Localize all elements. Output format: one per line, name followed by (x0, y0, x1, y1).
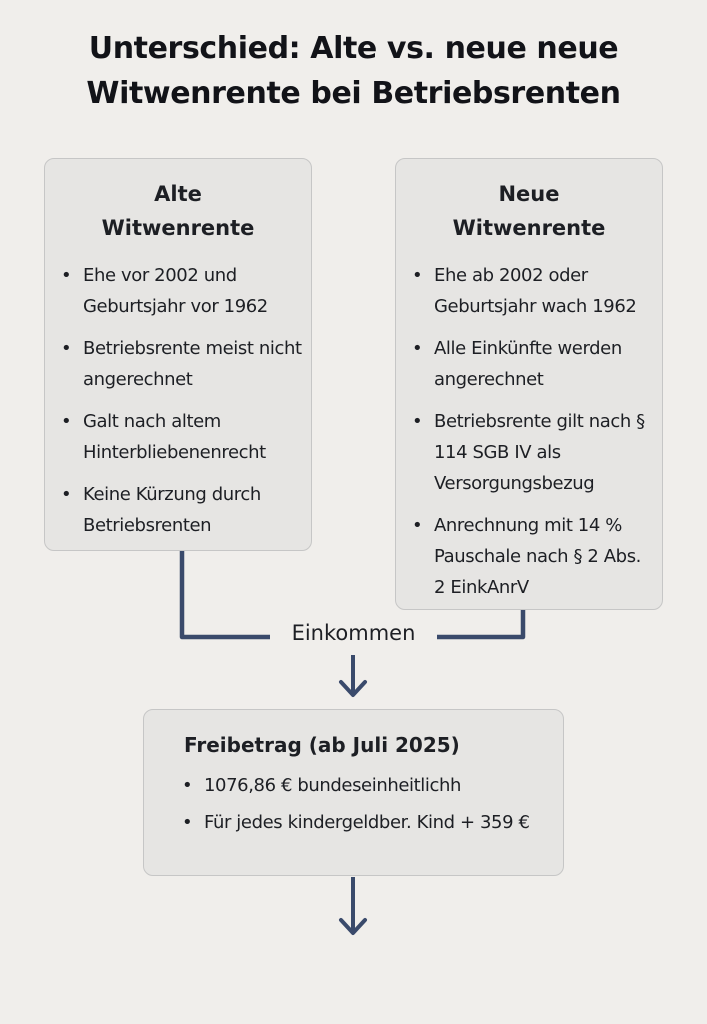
box-title-line: Witwenrente (101, 216, 255, 240)
allowance-box (143, 709, 564, 876)
list-item: • Anrechnung mit 14 % Pauschale nach § 2 Abs. 2 EinkAnrV (410, 510, 656, 603)
old-widow-pension-box (44, 158, 312, 551)
new-widow-pension-title (396, 177, 662, 245)
arrow-down-icon (341, 877, 365, 933)
list-item: • Ehe ab 2002 oder Geburtsjahr wach 1962 (410, 260, 656, 322)
allowance-title: Freibetrag (ab Juli 2025) (184, 733, 460, 757)
list-item: • Keine Kürzung durch Betriebsrenten (59, 479, 305, 541)
income-connector-label: Einkommen (270, 618, 437, 648)
list-item: • Alle Einkünfte werden angerechnet (410, 333, 656, 395)
new-widow-pension-box (395, 158, 663, 610)
box-title-line: Neue (498, 182, 560, 206)
right-connector-line (437, 610, 523, 637)
list-item: • Für jedes kindergeldber. Kind + 359 € (180, 807, 549, 838)
box-title-line: Alte (154, 182, 202, 206)
list-item: • Ehe vor 2002 und Geburtsjahr vor 1962 (59, 260, 305, 322)
title-line-2: Witwenrente bei Betriebsrenten (86, 76, 621, 111)
old-widow-pension-title (45, 177, 311, 245)
new-widow-pension-list (410, 260, 656, 614)
left-connector-line (182, 551, 272, 637)
list-item: • Betriebsrente meist nicht angerechnet (59, 333, 305, 395)
allowance-list (180, 770, 549, 844)
arrow-down-icon (341, 655, 365, 695)
title-line-1: Unterschied: Alte vs. neue neue (88, 31, 619, 66)
list-item: • 1076,86 € bundeseinheitlichh (180, 770, 549, 801)
old-widow-pension-list (59, 260, 305, 552)
box-title-line: Witwenrente (452, 216, 606, 240)
list-item: • Galt nach altem Hinterbliebenenrecht (59, 406, 305, 468)
list-item: • Betriebsrente gilt nach § 114 SGB IV als Versorgungsbezug (410, 406, 656, 499)
page-title (0, 26, 707, 116)
